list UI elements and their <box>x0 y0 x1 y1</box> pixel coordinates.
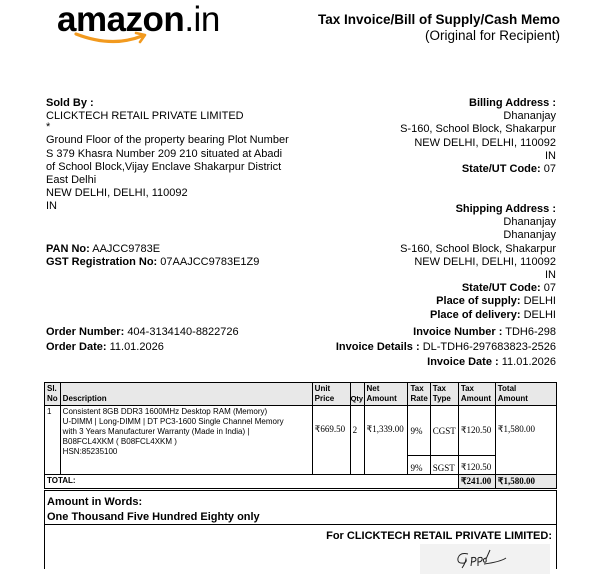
seller-address-2: S 379 Khasra Number 209 210 situated at Abadi <box>46 147 283 160</box>
delivery-value: DELHI <box>523 308 556 321</box>
table-total-row <box>45 475 557 489</box>
seller-name: CLICKTECH RETAIL PRIVATE LIMITED <box>46 110 244 123</box>
seller-block <box>46 97 326 214</box>
billing-state: 07 <box>543 163 556 176</box>
shipping-label: Shipping Address : <box>455 203 556 215</box>
logo-suffix: .in <box>184 0 220 39</box>
order-date-label: Order Date: <box>46 341 107 353</box>
order-date: 11.01.2026 <box>109 341 164 353</box>
shipping-line-2: Dhananjay <box>503 229 556 242</box>
col-tax-type: Tax Type <box>430 383 458 406</box>
shipping-line-4: NEW DELHI, DELHI, 110092 <box>414 255 556 268</box>
seller-address-3: of School Block,Vijay Enclave Shakarpur District <box>46 160 282 173</box>
title-sub: (Original for Recipient) <box>424 28 560 43</box>
col-tax-rate: Tax Rate <box>408 383 430 406</box>
col-unit-price: Unit Price <box>312 383 350 406</box>
invoice-details: DL-TDH6-297683823-2526 <box>422 341 556 353</box>
logo-name: amazon <box>57 0 185 39</box>
amount-words-label: Amount in Words: <box>47 496 143 508</box>
order-block <box>46 325 239 355</box>
total-amount: ₹1,580.00 <box>495 475 556 489</box>
row-tax-amount-1: ₹120.50 <box>458 406 495 456</box>
row-tax-amount-2: ₹120.50 <box>458 456 495 475</box>
amount-words-box <box>44 490 557 569</box>
total-tax: ₹241.00 <box>458 475 495 489</box>
pan-value: AAJCC9783E <box>92 243 161 255</box>
invoice-details-label: Invoice Details : <box>335 341 420 353</box>
col-tax-amount: Tax Amount <box>458 383 495 406</box>
seller-address-1: Ground Floor of the property bearing Plot Number <box>46 134 289 147</box>
delivery-label: Place of delivery: <box>430 308 521 321</box>
shipping-block <box>400 203 556 322</box>
col-net-amount: Net Amount <box>364 383 408 406</box>
invoice-date-label: Invoice Date : <box>427 356 499 368</box>
row-tax-rate-2: 9% <box>408 456 430 475</box>
signature-label: For CLICKTECH RETAIL PRIVATE LIMITED: <box>326 530 552 542</box>
items-table <box>44 382 557 489</box>
shipping-state: 07 <box>543 282 556 295</box>
supply-label: Place of supply: <box>436 295 521 308</box>
table-row <box>45 406 557 456</box>
title-main: Tax Invoice/Bill of Supply/Cash Memo <box>317 12 560 27</box>
order-number: 404-3134140-8822726 <box>127 326 239 338</box>
shipping-line-3: S-160, School Block, Shakarpur <box>400 242 556 255</box>
seller-address-5: NEW DELHI, DELHI, 110092 <box>46 187 188 200</box>
shipping-line-5: IN <box>545 269 556 282</box>
row-unit-price: ₹669.50 <box>312 406 350 475</box>
seller-star: * <box>46 121 51 134</box>
col-sl: Sl. No <box>45 383 61 406</box>
billing-line-3: NEW DELHI, DELHI, 110092 <box>414 136 556 149</box>
billing-line-2: S-160, School Block, Shakarpur <box>400 123 556 136</box>
col-qty: Qty <box>350 383 364 406</box>
invoice-number: TDH6-298 <box>505 326 556 338</box>
document-title <box>318 12 560 44</box>
table-header-row <box>45 383 557 406</box>
shipping-state-label: State/UT Code: <box>461 282 541 295</box>
invoice-block <box>336 325 556 370</box>
col-description: Description <box>60 383 312 406</box>
row-tax-rate-1: 9% <box>408 406 430 456</box>
row-sl: 1 <box>45 406 61 475</box>
signature-image <box>420 544 550 574</box>
billing-line-1: Dhananjay <box>503 110 556 123</box>
amount-words-value: One Thousand Five Hundred Eighty only <box>47 511 260 523</box>
total-label: TOTAL: <box>45 475 459 489</box>
row-qty: 2 <box>350 406 364 475</box>
divider <box>45 524 556 525</box>
shipping-line-1: Dhananjay <box>503 216 556 229</box>
seller-address-6: IN <box>46 200 57 213</box>
amazon-smile-icon <box>74 30 152 46</box>
col-total-amount: Total Amount <box>495 383 556 406</box>
billing-block <box>400 97 556 176</box>
supply-value: DELHI <box>523 295 556 308</box>
row-total: ₹1,580.00 <box>495 406 556 475</box>
billing-line-4: IN <box>545 149 556 162</box>
billing-state-label: State/UT Code: <box>461 163 541 176</box>
row-net-amount: ₹1,339.00 <box>364 406 408 475</box>
gst-value: 07AAJCC9783E1Z9 <box>160 256 260 269</box>
tax-ids <box>46 243 259 269</box>
seller-label: Sold By : <box>46 97 94 109</box>
row-description: Consistent 8GB DDR3 1600MHz Desktop RAM (Memory) U-DIMM | Long-DIMM | DT PC3-1600 Single Channel Memory with 3 Years Manufacturer Warranty (Made in India) | B08FCL4XKM ( B08FCL4XKM ) HSN:85235100 <box>60 406 312 475</box>
amount-words <box>47 495 260 525</box>
pan-label: PAN No: <box>46 243 90 255</box>
billing-label: Billing Address : <box>469 97 556 109</box>
row-tax-type-2: SGST <box>430 456 458 475</box>
order-number-label: Order Number: <box>46 326 125 338</box>
invoice-number-label: Invoice Number : <box>413 326 503 338</box>
invoice-date: 11.01.2026 <box>501 356 556 368</box>
seller-address-4: East Delhi <box>46 174 97 187</box>
gst-label: GST Registration No: <box>46 256 158 269</box>
row-tax-type-1: CGST <box>430 406 458 456</box>
signature-icon <box>420 544 550 574</box>
